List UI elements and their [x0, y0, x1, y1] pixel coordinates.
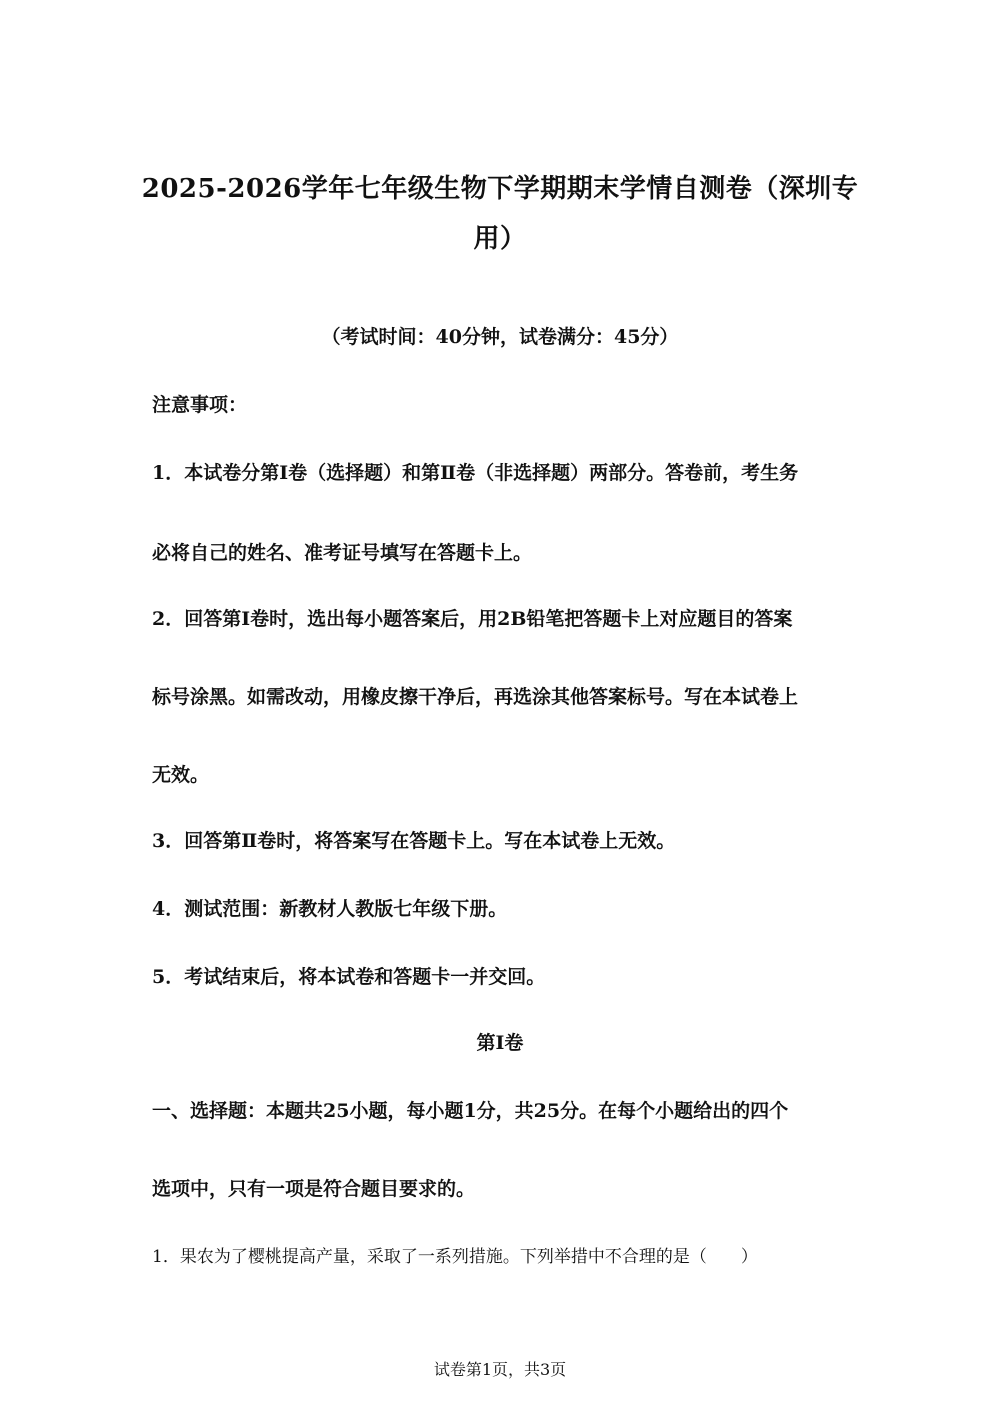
section-instruction-line-2: 选项中，只有一项是符合题目要求的。 [152, 1178, 476, 1200]
exam-title-line-2: 用） [473, 224, 527, 254]
section-instruction-line-1: 一、选择题：本题共25小题，每小题1分，共25分。在每个小题给出的四个 [152, 1100, 789, 1122]
notice-item-1-line-2: 必将自己的姓名、准考证号填写在答题卡上。 [152, 542, 533, 564]
page-footer: 试卷第1页，共3页 [433, 1360, 567, 1379]
notice-item-4: 4．测试范围：新教材人教版七年级下册。 [152, 898, 508, 920]
exam-time-and-score: （考试时间：40分钟，试卷满分：45分） [321, 326, 679, 348]
notice-item-2-line-2: 标号涂黑。如需改动，用橡皮擦干净后，再选涂其他答案标号。写在本试卷上 [152, 686, 799, 708]
notice-item-5: 5．考试结束后，将本试卷和答题卡一并交回。 [152, 966, 546, 988]
notice-item-3: 3．回答第Ⅱ卷时，将答案写在答题卡上。写在本试卷上无效。 [152, 830, 676, 852]
notice-item-1-line-1: 1．本试卷分第Ⅰ卷（选择题）和第Ⅱ卷（非选择题）两部分。答卷前，考生务 [152, 462, 799, 484]
exam-title-line-1: 2025-2026学年七年级生物下学期期末学情自测卷（深圳专 [141, 174, 859, 204]
section-title: 第Ⅰ卷 [476, 1032, 524, 1054]
notice-heading: 注意事项： [152, 394, 248, 416]
notice-item-2-line-3: 无效。 [152, 764, 210, 786]
question-1: 1．果农为了樱桃提高产量，采取了一系列措施。下列举措中不合理的是（ ） [152, 1247, 758, 1267]
notice-item-2-line-1: 2．回答第Ⅰ卷时，选出每小题答案后，用2B铅笔把答题卡上对应题目的答案 [152, 608, 793, 630]
